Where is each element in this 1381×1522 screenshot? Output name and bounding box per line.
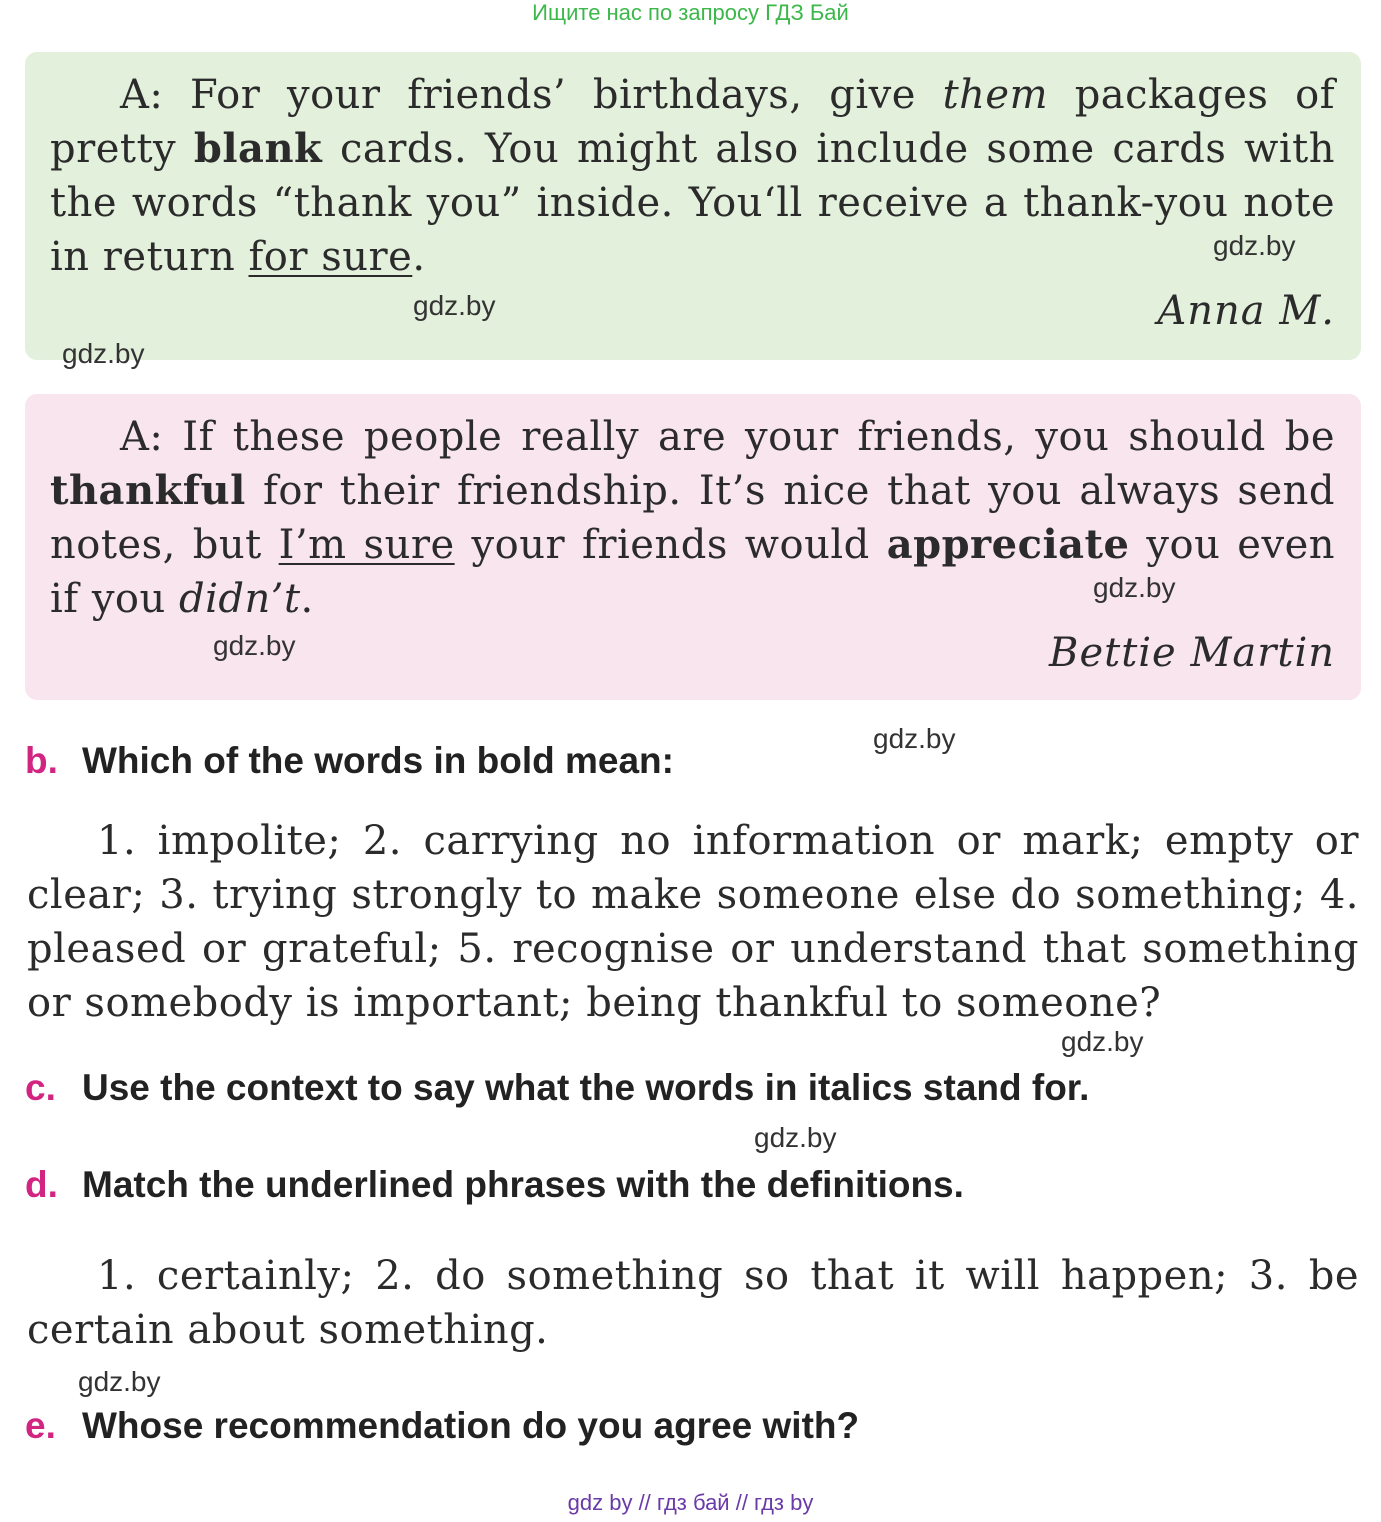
watermark: gdz.by [1093,572,1176,603]
letter-text-part: A: For your friends’ birthdays, give [120,72,943,118]
definitions-d [27,1249,1359,1357]
signature-anna: Anna M. [1157,288,1335,334]
watermark: gdz.by [413,290,496,321]
letter-text-part: blank [193,125,323,172]
task-b-text: Which of the words in bold mean: [82,740,674,781]
letter-text-part: appreciate [886,521,1130,568]
definitions-b-text: 1. impolite; 2. carrying no information or mark; empty or clear; 3. trying strongly to make someone else do something; 4. pleased or grateful; 5. recognise or understand that something or somebody is important; being thankful to someone? [27,818,1359,1026]
letter-text-part: . [412,234,426,280]
letter-text-part: I’m sure [278,522,455,568]
letter-text-part: didn’t [178,576,301,622]
task-b-letter: b. [25,740,58,781]
letter-text-part: thankful [50,467,246,514]
letter-text-anna [50,68,1335,284]
watermark: gdz.by [62,338,145,369]
letter-text-part: them [942,72,1049,118]
signature-bettie: Bettie Martin [1049,630,1335,676]
watermark: gdz.by [213,630,296,661]
definitions-d-text: 1. certainly; 2. do something so that it will happen; 3. be certain about something. [27,1253,1359,1353]
letter-text-part: your friends would [454,522,887,568]
task-c [25,1067,1089,1109]
watermark: gdz.by [1213,230,1296,261]
letter-text-part: . [300,576,314,622]
letter-text-part: you even if you [50,522,1336,622]
task-d-letter: d. [25,1164,58,1205]
letter-text-part: cards. You might also include some cards with the words “thank you” inside. You‘ll receive a thank-you note in return [50,126,1335,280]
search-hint[interactable]: Ищите нас по запросу ГДЗ Бай [532,0,849,25]
task-c-text: Use the context to say what the words in italics stand for. [82,1067,1090,1108]
task-d-text: Match the underlined phrases with the definitions. [82,1164,964,1205]
task-e-text: Whose recommendation do you agree with? [82,1405,860,1446]
footer-links[interactable]: gdz by // гдз бай // гдз by [567,1490,814,1515]
letter-text-part: packages of pretty [50,72,1335,172]
letter-text-part: for their friendship. It’s nice that you always send notes, but [50,468,1335,568]
watermark: gdz.by [1061,1026,1144,1057]
task-c-letter: c. [25,1067,56,1108]
task-e-letter: e. [25,1405,56,1446]
task-b [25,740,674,782]
letter-text-part: for sure [248,234,413,280]
watermark: gdz.by [754,1122,837,1153]
task-d [25,1164,964,1206]
watermark: gdz.by [873,723,956,754]
watermark: gdz.by [78,1366,161,1397]
definitions-b [27,814,1359,1030]
letter-text-part: A: If these people really are your friends, you should be [120,414,1335,460]
task-e [25,1405,859,1447]
letter-box-anna [25,52,1361,360]
